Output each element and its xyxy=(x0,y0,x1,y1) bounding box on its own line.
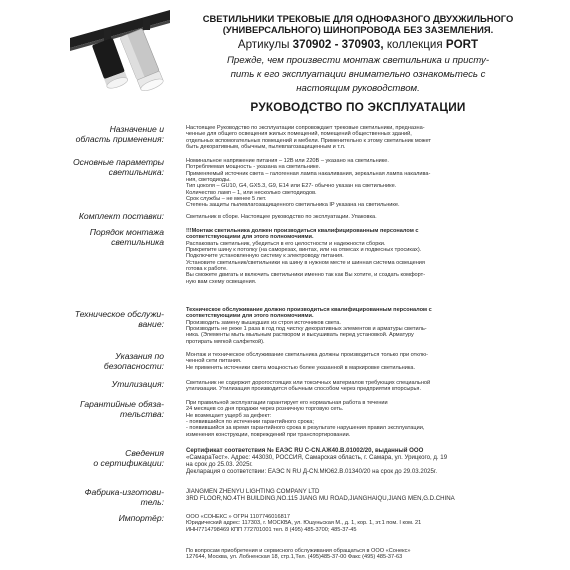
text-line: Срок службы – не менее 5 лет. xyxy=(186,196,267,203)
text-line: ника. (Элементы мыть мыльным раствором и высушивать перед установкой. Арматуру xyxy=(186,332,414,339)
text-safety xyxy=(186,352,531,371)
text-line: утилизации. Утилизация производится обычным способом через предприятия вторсырья. xyxy=(186,386,422,393)
label-line: безопасности: xyxy=(103,360,164,371)
text-line: Распаковать светильник, убедиться в его целостности и надежности сборки. xyxy=(186,240,386,247)
label-disposal: Утилизация: xyxy=(111,379,164,389)
text-line: Прикрепите шину к потолку (на саморезах, винтах, или на отвесах и подвесных тросиках). xyxy=(186,247,422,254)
label-line: тельства: xyxy=(120,408,164,419)
text-warranty xyxy=(186,400,531,438)
text-line: Тип цоколя – GU10, G4, GX5.3, G9, E14 или E27- обычно указан на светильнике. xyxy=(186,183,397,190)
warning-line-2: пить к его эксплуатации внимательно ознакомьтесь с xyxy=(230,69,486,80)
label-importer: Импортёр: xyxy=(118,513,164,523)
label-line: о сертификации: xyxy=(93,457,164,468)
label-maintenance xyxy=(60,310,164,329)
text-line: Установите светильник/светильники на шину в нужном месте и шинная система освещения xyxy=(186,259,425,266)
text-disposal xyxy=(186,380,531,393)
label-line: Техническое обслужи- xyxy=(74,309,164,319)
text-line: Вы сможете двигать и включить светильники именно так как Вы хотите, и создать комфорт- xyxy=(186,272,426,279)
text-line: - появившийся по истечении гарантийного срока; xyxy=(186,419,314,426)
text-purpose xyxy=(186,125,531,150)
text-line: Степень защиты пылевлагозащищенного светильника IP указана на светильнике. xyxy=(186,202,400,209)
text-line-bold: соответствующими для этого полномочиями. xyxy=(186,313,314,320)
collection-prefix: коллекция xyxy=(386,38,443,51)
manual-title: РУКОВОДСТВО ПО ЭКСПЛУАТАЦИИ xyxy=(250,100,466,114)
text-line: «СамараТест». Адрес: 443030, РОССИЯ, Самарская область, г. Самара, ул. Урицкого, д. 19 xyxy=(186,454,448,461)
text-line: 3RD FLOOR,NO.4TH BUILDING,NO.115 JIANG MU ROAD,JIANGHAIQU,JIANG MEN,G.D.CHINA xyxy=(186,495,455,502)
header xyxy=(178,13,538,114)
title-line-1: СВЕТИЛЬНИКИ ТРЕКОВЫЕ ДЛЯ ОДНОФАЗНОГО ДВУХЖИЛЬНОГО xyxy=(202,13,514,24)
text-line: Подключите установленную систему к электроводу питания. xyxy=(186,253,344,260)
label-line: Основные параметры xyxy=(72,157,164,167)
label-warranty xyxy=(60,400,164,419)
text-line: ИНН7714798469 КПП 772701001 тел. 8 (495) 485-3700; 485-37-45 xyxy=(186,526,357,533)
track-rail xyxy=(70,10,170,51)
text-maintenance xyxy=(186,307,531,345)
text-line: ООО «СОНЕКС » ОГРН 1107746016817 xyxy=(186,514,290,520)
text-line: ченной сети питания. xyxy=(186,358,242,365)
text-line: ния, светодиоды. xyxy=(186,177,231,184)
text-kit xyxy=(186,214,531,220)
label-line: светильника xyxy=(111,236,164,247)
text-line: изменения конструкции, повреждений при транспортировании. xyxy=(186,431,351,438)
label-install xyxy=(60,228,164,247)
text-service-contacts xyxy=(186,548,531,561)
title-line-2: (УНИВЕРСАЛЬНОГО) ШИНОПРОВОДА БЕЗ ЗАЗЕМЛЕНИЯ. xyxy=(222,24,494,35)
label-line: Фабрика-изготови- xyxy=(84,487,164,497)
text-line: Декларация о соответствии: ЕАЭС N RU Д-CN.МЮ62.В.01340/20 на срок до 29.03.2025г. xyxy=(186,468,438,475)
text-line-bold: Техническое обслуживание должно производиться квалифицированным персоналом с xyxy=(186,307,432,313)
text-line: Монтаж и техническое обслуживание светильника должны производиться только при отклю- xyxy=(186,352,429,358)
text-line: Настоящее Руководство по эксплуатации сопровождает трековые светильники, предназна- xyxy=(186,125,425,131)
text-line: 127644, Москва, ул. Лобненская 18, стр.1,Тел. (495)485-37-00 Факс (495) 485-37-63 xyxy=(186,554,403,561)
warning-line-3: настоящим руководством. xyxy=(296,83,420,94)
label-purpose xyxy=(60,125,164,144)
text-install xyxy=(186,228,531,285)
text-line: отдельных вспомогательных помещений и мебели. Применительно к этому светильник может xyxy=(186,137,431,144)
text-line: Производить замену вышедших из строя источников света. xyxy=(186,319,341,326)
text-line: Количество ламп – 1, или несколько светодиодов. xyxy=(186,189,317,196)
label-line: Указания по xyxy=(115,351,164,361)
text-line: ную вам схему освещения. xyxy=(186,278,257,285)
text-line-bold: соответствующими для этого полномочиями. xyxy=(186,234,314,241)
text-line: JIANGMEN ZHENYU LIGHTING COMPANY LTD xyxy=(186,488,320,495)
collection-name: PORT xyxy=(445,38,479,51)
text-line: Не возмещает ущерб за дефект: xyxy=(186,412,272,419)
label-line: Порядок монтажа xyxy=(89,227,164,237)
text-params xyxy=(186,158,531,209)
text-line: Светильник в сборе. Настоящее руководство по эксплуатации. Упаковка. xyxy=(186,214,377,220)
text-line: - появившийся за время гарантийного срока в результате нарушения правил эксплуатации, xyxy=(186,425,425,432)
text-line: При правильной эксплуатации гарантирует его нормальная работа в течении xyxy=(186,400,388,406)
text-importer xyxy=(186,514,531,533)
articles-prefix: Артикулы xyxy=(237,38,290,51)
text-manufacturer xyxy=(186,488,531,502)
text-line: 24 месяцев со дня продажи через розничную торговую сеть. xyxy=(186,406,344,413)
label-line: вание: xyxy=(138,318,164,329)
text-line: Производить не реже 1 раза в год под чистку декоративных элементов и арматуры светиль- xyxy=(186,326,427,333)
text-line: Применяемый источник света – галогенная лампа накаливания, зеркальная лампа накалива- xyxy=(186,170,431,177)
label-line: светильника: xyxy=(108,166,164,177)
article-numbers: 370902 - 370903, xyxy=(292,38,384,51)
label-line: тель: xyxy=(140,496,164,507)
label-kit: Комплект поставки: xyxy=(78,211,164,221)
label-params xyxy=(60,158,164,177)
articles-line xyxy=(178,37,538,52)
text-line: на срок до 25.03. 2025г. xyxy=(186,461,253,468)
text-line: готова к работе. xyxy=(186,266,228,273)
label-manufacturer xyxy=(60,488,164,507)
label-line: область применения: xyxy=(75,133,164,144)
text-line: По вопросам приобретения и сервисного обслуживания обращаться в ООО «Сонекс» xyxy=(186,548,411,554)
text-line: протирать мягкой салфеткой). xyxy=(186,338,265,345)
text-line: Номинальное напряжение питания – 12В или 220В – указано на светильнике. xyxy=(186,158,389,164)
text-line: ченные для общего освещения жилых помещений, помещений общественных зданий, xyxy=(186,131,412,138)
text-line-bold: !!!Монтаж светильника должен производиться квалифицированным персоналом с xyxy=(186,228,419,234)
text-line-bold: Сертификат соответствия № ЕАЭС RU С-CN.АЖ40.В.01002/20, выданный ООО xyxy=(186,447,424,454)
text-line: Светильник не содержит дорогостоящих или токсичных материалов требующих специальной xyxy=(186,380,431,386)
label-line: Гарантийные обяза- xyxy=(79,399,164,409)
label-line: Сведения xyxy=(125,448,164,458)
label-line: Назначение и xyxy=(109,124,164,134)
warning-line-1: Прежде, чем произвести монтаж светильника и присту- xyxy=(226,55,490,66)
label-certification xyxy=(60,449,164,468)
text-line: Потребляемая мощность - указана на светильнике. xyxy=(186,164,321,171)
label-safety xyxy=(60,352,164,371)
text-certification xyxy=(186,447,531,475)
text-line: Не применять источники света мощностью более указанной в маркировке светильника. xyxy=(186,364,416,371)
text-line: быть декоративным, обычным, пылевлагозащищенным и т.п. xyxy=(186,144,346,151)
text-line: Юридический адрес: 117303, г. МОСКВА, ул. Юшуньская М., д. 1, кор. 1, эт.1 пом. I ком. 21 xyxy=(186,520,422,527)
